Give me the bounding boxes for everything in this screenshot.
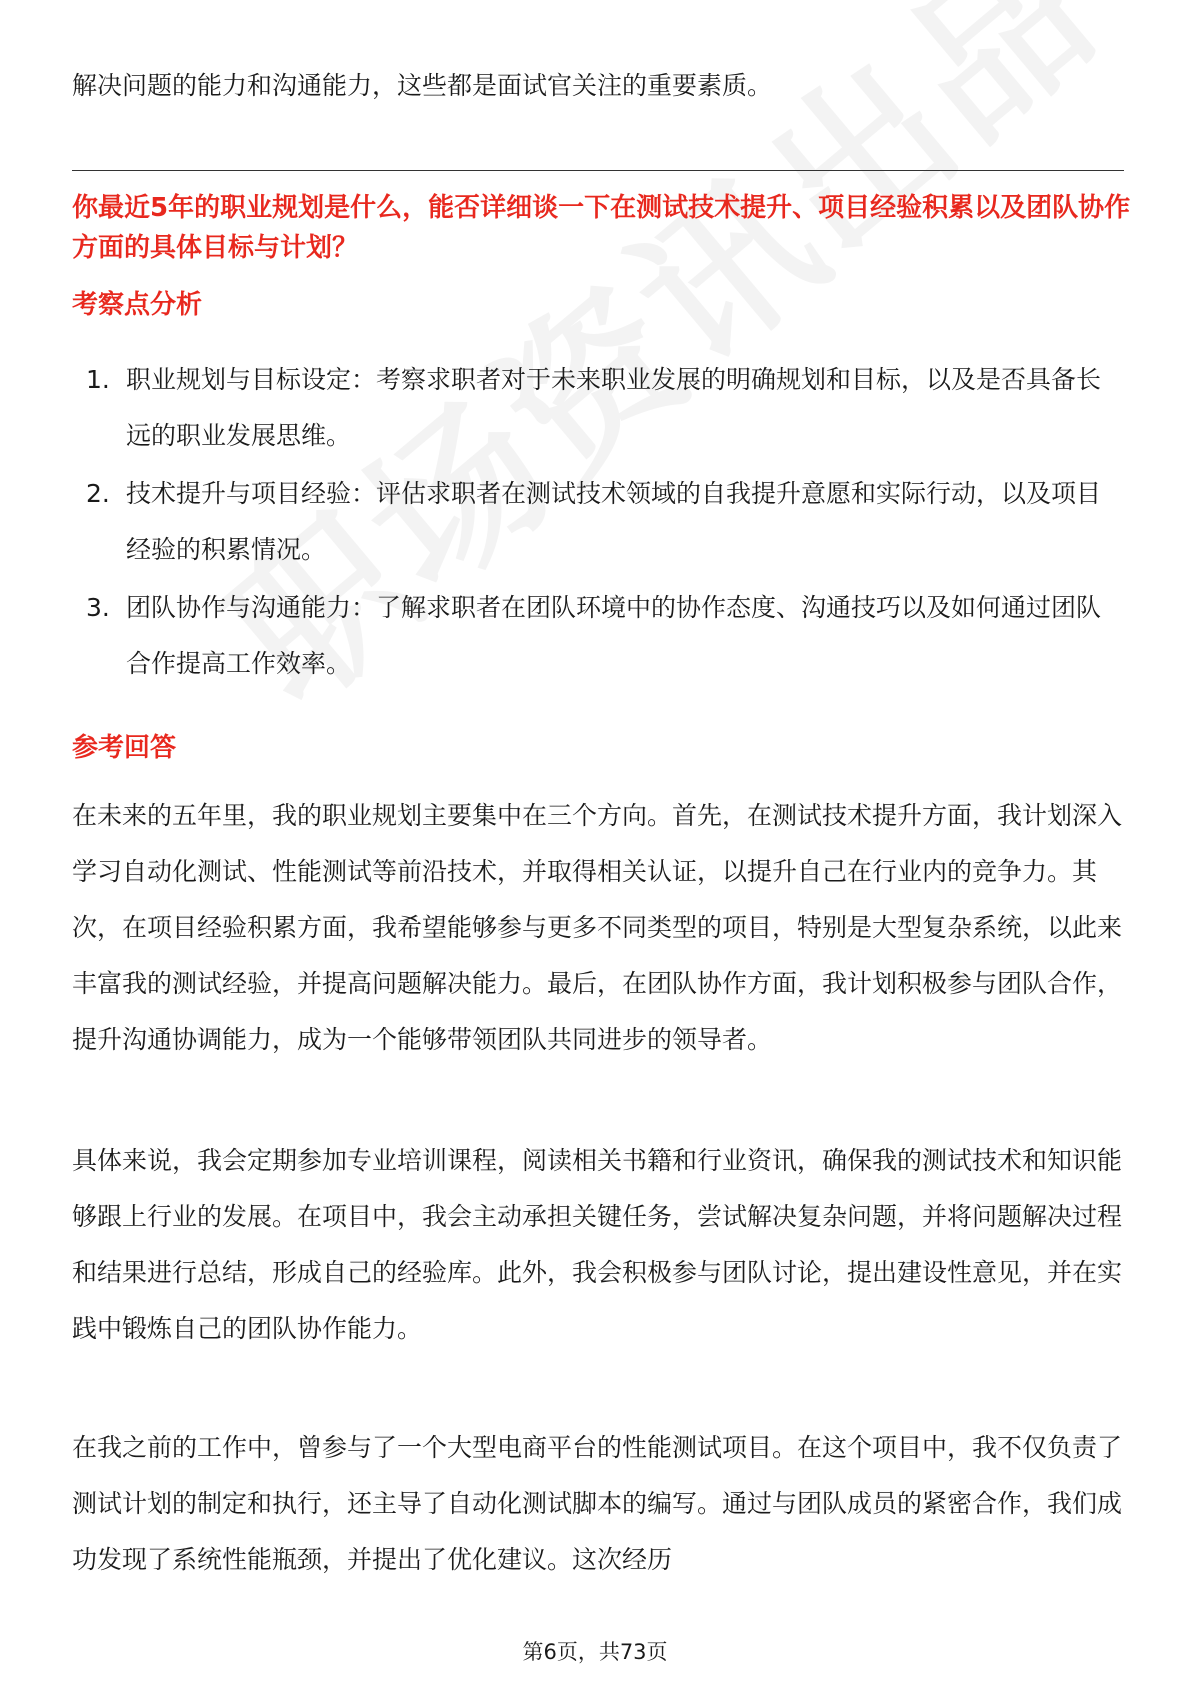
list-item-text: 团队协作与沟通能力：了解求职者在团队环境中的协作态度、沟通技巧以及如何通过团队合作提高工作效率。 [126, 593, 1102, 678]
analysis-heading: 考察点分析 [72, 290, 203, 320]
answer-paragraph: 在我之前的工作中，曾参与了一个大型电商平台的性能测试项目。在这个项目中，我不仅负责了测试计划的制定和执行，还主导了自动化测试脚本的编写。通过与团队成员的紧密合作，我们成功发现了系统性能瓶颈，并提出了优化建议。这次经历 [72, 1433, 1123, 1574]
answer-heading: 参考回答 [72, 733, 177, 763]
list-item [72, 352, 1122, 464]
list-item-number: 2. [86, 479, 110, 508]
list-item [72, 466, 1122, 578]
question-heading: 你最近5年的职业规划是什么，能否详细谈一下在测试技术提升、项目经验积累以及团队协作方面的具体目标与计划？ [72, 193, 1131, 263]
list-item-text: 技术提升与项目经验：评估求职者在测试技术领域的自我提升意愿和实际行动，以及项目经验的积累情况。 [126, 479, 1102, 564]
list-item-text: 职业规划与目标设定：考察求职者对于未来职业发展的明确规划和目标，以及是否具备长远的职业发展思维。 [126, 365, 1102, 450]
list-item-number: 1. [86, 365, 110, 394]
section-divider [72, 170, 1124, 171]
answer-paragraph: 在未来的五年里，我的职业规划主要集中在三个方向。首先，在测试技术提升方面，我计划深入学习自动化测试、性能测试等前沿技术，并取得相关认证，以提升自己在行业内的竞争力。其次，在项目经验积累方面，我希望能够参与更多不同类型的项目，特别是大型复杂系统，以此来丰富我的测试经验，并提高问题解决能力。最后，在团队协作方面，我计划积极参与团队合作，提升沟通协调能力，成为一个能够带领团队共同进步的领导者。 [72, 801, 1123, 1054]
page-footer: 第6页，共73页 [522, 1640, 668, 1664]
continued-paragraph: 解决问题的能力和沟通能力，这些都是面试官关注的重要素质。 [72, 71, 773, 100]
list-item-number: 3. [86, 593, 110, 622]
answer-paragraph: 具体来说，我会定期参加专业培训课程，阅读相关书籍和行业资讯，确保我的测试技术和知识能够跟上行业的发展。在项目中，我会主动承担关键任务，尝试解决复杂问题，并将问题解决过程和结果进行总结，形成自己的经验库。此外，我会积极参与团队讨论，提出建设性意见，并在实践中锻炼自己的团队协作能力。 [72, 1146, 1123, 1343]
analysis-list [72, 352, 1122, 692]
list-item [72, 580, 1122, 692]
